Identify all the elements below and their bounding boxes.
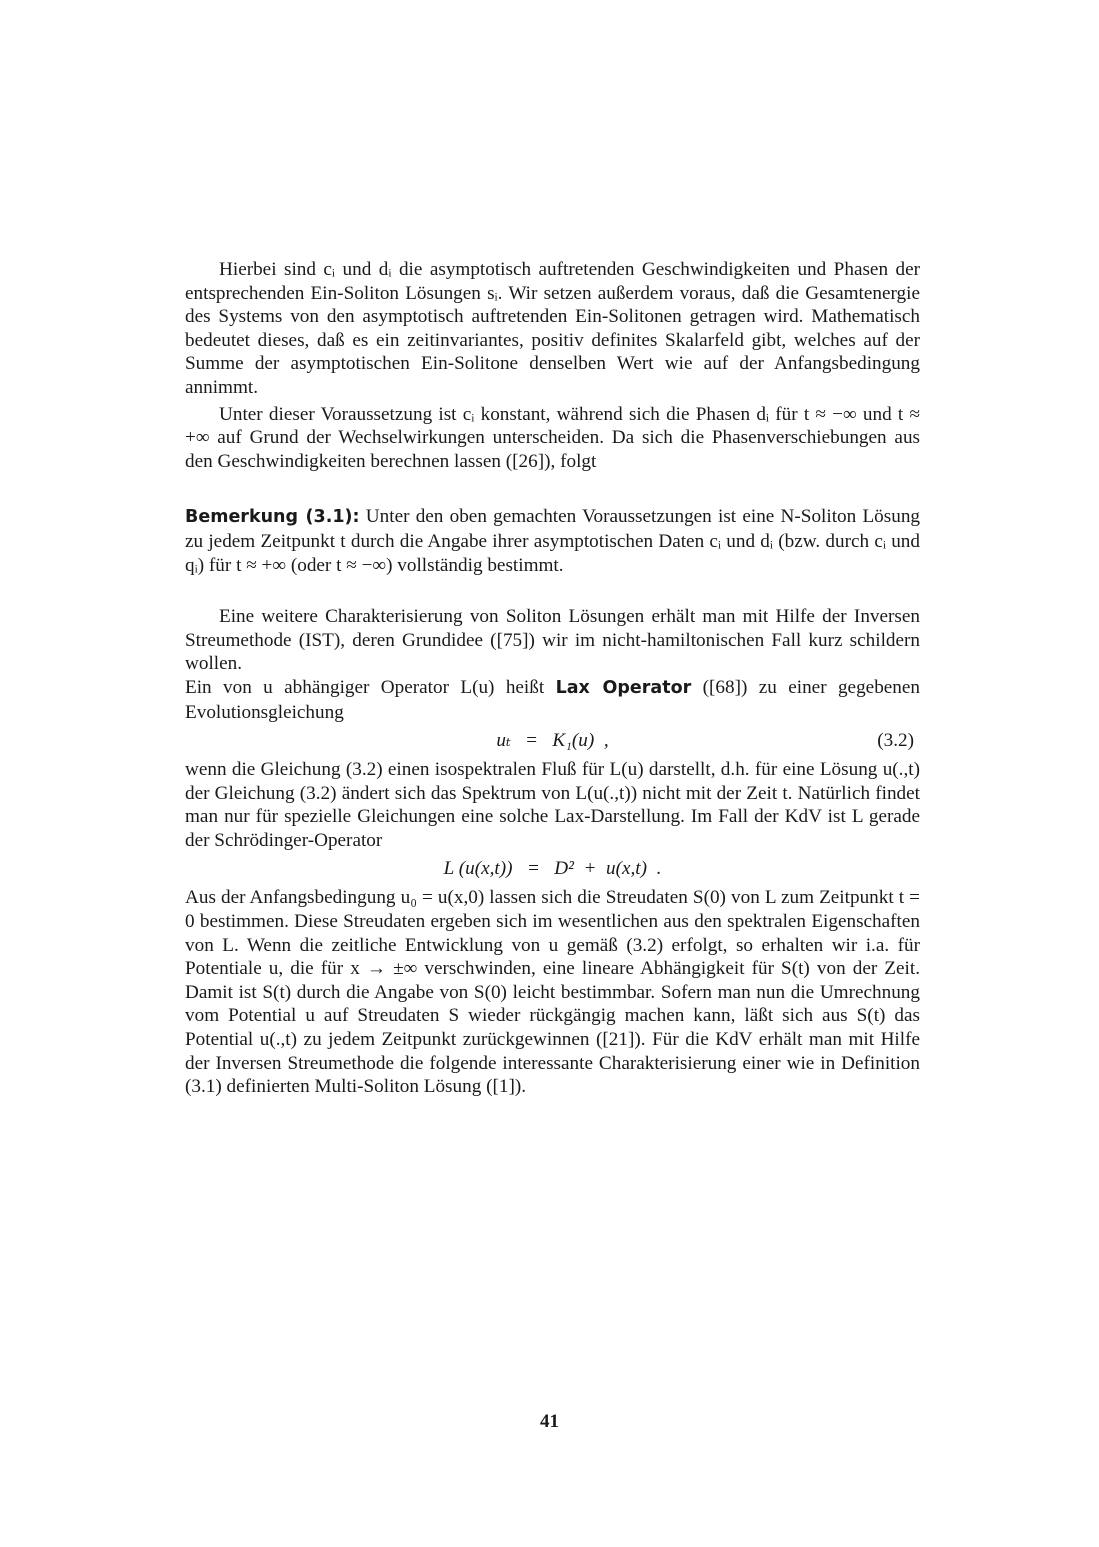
paragraph-isospectral: wenn die Gleichung (3.2) einen isospektralen Fluß für L(u) darstellt, d.h. für eine Lösung u(.,t) der Gleichung (3.2) ändert sich das Spektrum von L(u(.,t)) nicht mit der Zeit t. Natürlich findet man nur für spezielle Gleichungen eine solche Lax-Darstellung. Im Fall der KdV ist L gerade der Schrödinger-Operator xyxy=(185,759,920,851)
paragraph-assumption: Unter dieser Voraussetzung ist cᵢ konstant, während sich die Phasen dᵢ für t ≈ −∞ und t ≈ +∞ auf Grund der Wechselwirkungen unterscheiden. Da sich die Phasenverschiebungen aus den Geschwindigkeiten berechnen lassen ([26]), folgt xyxy=(185,403,920,472)
equation-3-2-body: uₜ = K₁(u) , xyxy=(496,730,609,752)
remark-3-1 xyxy=(185,505,920,577)
equation-schroedinger-body: L (u(x,t)) = D² + u(x,t) . xyxy=(443,858,662,880)
lax-outro: ([68]) zu einer gegebenen Evolutionsgleichung xyxy=(185,676,921,723)
paragraph-scattering: Aus der Anfangsbedingung u₀ = u(x,0) lassen sich die Streudaten S(0) von L zum Zeitpunkt t = 0 bestimmen. Diese Streudaten ergeben sich im wesentlichen aus den spektralen Eigenschaften von L. Wenn die zeitliche Entwicklung von u gemäß (3.2) erfolgt, so erhalten wir i.a. für Potentiale u, die für x → ±∞ verschwinden, eine lineare Abhängigkeit für S(t) von der Zeit. Damit ist S(t) durch die Angabe von S(0) leicht bestimmbar. Sofern man nun die Umrechnung vom Potential u auf Streudaten S wieder rückgängig machen kann, läßt sich aus S(t) das Potential u(.,t) zu jedem Zeitpunkt zurückgewinnen ([21]). Für die KdV erhält man mit Hilfe der Inversen Streumethode die folgende interessante Charakterisierung einer wie in Definition (3.1) definierten Multi-Soliton Lösung ([1]). xyxy=(185,887,920,1098)
page-content xyxy=(185,258,920,1099)
lax-operator-term: Lax Operator xyxy=(555,677,692,698)
equation-3-2 xyxy=(185,724,920,758)
page-number: 41 xyxy=(540,1411,559,1432)
equation-number: (3.2) xyxy=(877,730,914,752)
lax-intro: Ein von u abhängiger Operator L(u) heißt xyxy=(185,676,545,698)
remark-text: Unter den oben gemachten Voraussetzungen ist eine N-Soliton Lösung zu jedem Zeitpunkt t durch die Angabe ihrer asymptotischen Daten cᵢ und dᵢ (bzw. durch cᵢ und qᵢ) für t ≈ +∞ (oder t ≈ −∞) vollständig bestimmt. xyxy=(185,506,921,576)
paragraph-lax-definition xyxy=(185,676,920,724)
remark-label: Bemerkung (3.1): xyxy=(185,507,360,528)
paragraph-intro: Hierbei sind cᵢ und dᵢ die asymptotisch auftretenden Geschwindigkeiten und Phasen der entsprechenden Ein-Soliton Lösungen sᵢ. Wir setzen außerdem voraus, daß die Gesamtenergie des Systems von den asymptotisch auftretenden Ein-Solitonen getragen wird. Mathematisch bedeutet dieses, daß es ein zeitinvariantes, positiv definites Skalarfeld gibt, welches auf der Summe der asymptotischen Ein-Solitone denselben Wert wie auf der Anfangsbedingung annimmt. xyxy=(185,259,920,398)
equation-schroedinger xyxy=(185,852,920,886)
paragraph-ist: Eine weitere Charakterisierung von Soliton Lösungen erhält man mit Hilfe der Inversen Streumethode (IST), deren Grundidee ([75]) wir im nicht-hamiltonischen Fall kurz schildern wollen. xyxy=(185,606,920,675)
